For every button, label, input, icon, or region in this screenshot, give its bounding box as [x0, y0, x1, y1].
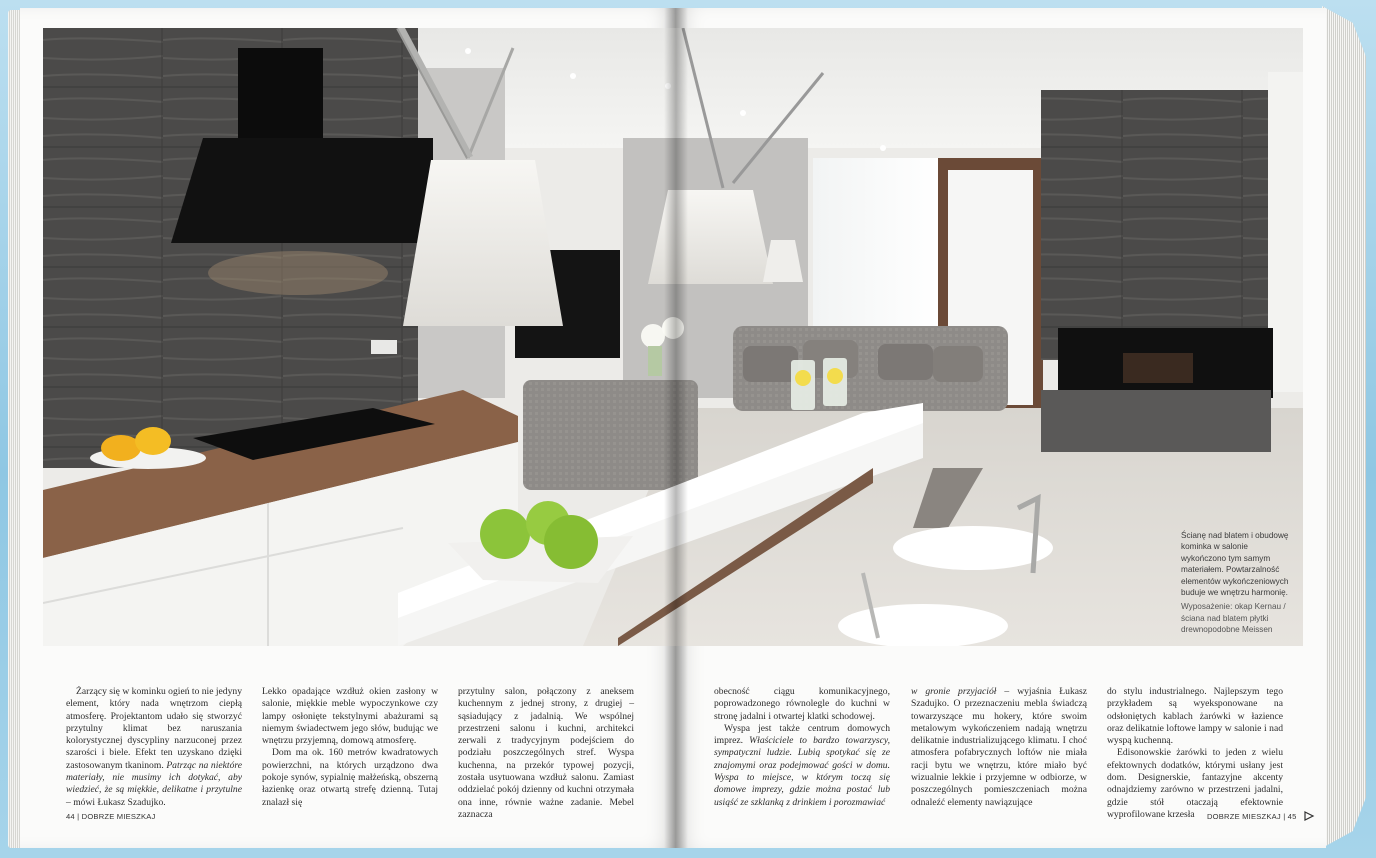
- body-text: Dom ma ok. 160 metrów kwadratowych powierzchni, na których urządzono dwa pokoje synów, sypialnię małżeńską, obszerną łazienkę oraz otwartą strefę dzienną. Tutaj znalazł się: [262, 747, 438, 808]
- quote-text: Patrząc na niektóre materiały, nie musimy ich dotykać, aby wiedzieć, że są miękkie, delikatne i przytulne: [66, 759, 243, 796]
- paragraph: [1107, 686, 1283, 747]
- paragraph: [1107, 747, 1283, 821]
- paragraph: [66, 686, 242, 809]
- paragraph: [911, 686, 1087, 809]
- body-text: – wyjaśnia Łukasz Szadujko. O przeznaczeniu mebla świadczą towarzyszące mu hokery, które swoim metalowym wykończeniem nadają wnętrzu delikatnie industrializującego klimatu. I choć atmosfera pofabrycznych loftów nie miała racji bytu we wnętrzu, które miało być wizualnie lekkie i przyjemne w odbiorze, w poszczególnych pomieszczeniach można odnaleźć elementy nawiązujące: [911, 686, 1087, 808]
- paragraph: [714, 723, 890, 809]
- right-column-1: [714, 686, 890, 809]
- left-column-3: [458, 686, 634, 821]
- caption-credits: Wyposażenie: okap Kernau / ściana nad blatem płytki drewnopodobne Meissen: [1181, 602, 1286, 635]
- body-text: – mówi Łukasz Szadujko.: [66, 796, 166, 808]
- photo-caption: [1181, 530, 1291, 636]
- caption-main-text: Ścianę nad blatem i obudowę kominka w salonie wykończono tym samym materiałem. Powtarzalność elementów wykończeniowych buduje we wnętrzu harmonię.: [1181, 531, 1289, 598]
- quote-text: Właściciele to bardzo towarzyscy, sympatyczni ludzie. Lubią spotykać się ze znajomymi oraz podejmować gości w domu. Wyspa to miejsce, w którym toczą się domowe imprezy, gdzie można postać lub usiąść ze szklanką z drinkiem i porozmawiać: [714, 735, 890, 808]
- page-stack-right: [1322, 6, 1366, 848]
- right-column-3: [1107, 686, 1283, 821]
- body-text: do stylu industrialnego. Najlepszym tego przykładem są wyeksponowane na odsłoniętych kablach żarówki w łazience oraz delikatnie loftowe lampy w salonie i nad wyspą kuchenną.: [1107, 686, 1283, 747]
- left-column-2: [262, 686, 438, 809]
- body-text: Żarzący się w kominku ogień to nie jedyny element, który nada wnętrzom ciepłą atmosferę. Projektantom udało się stworzyć przytulny klimat bez naruszania kolorystycznej dyscypliny narzuconej przez szarości i biele. Efekt ten uzyskano dzięki zastosowanym tkaninom.: [66, 686, 242, 771]
- kitchen-living-room-photo: [43, 28, 1303, 646]
- left-column-1: [66, 686, 242, 809]
- paragraph: [714, 686, 890, 723]
- body-text: Edisonowskie żarówki to jeden z wielu efektownych dodatków, którymi usłany jest dom. Designerskie, fantazyjne akcenty odnajdziemy zarówno w przestrzeni jadalni, gdzie stół otaczają efektownie wyprofilowane krzesła: [1107, 747, 1283, 820]
- right-page-footer: DOBRZE MIESZKAJ | 45: [1207, 812, 1297, 821]
- body-text: Lekko opadające wzdłuż okien zasłony w salonie, miękkie meble wypoczynkowe czy lampy osłonięte tekstylnymi abażurami są niemym świadectwem jego słów, budując we wnętrzu przyjemną, domową atmosferę.: [262, 686, 438, 747]
- quote-text: w gronie przyjaciół: [911, 686, 997, 697]
- paragraph: [262, 686, 438, 747]
- paragraph: [458, 686, 634, 821]
- photo-illustration: [43, 28, 1303, 646]
- body-text: przytulny salon, połączony z aneksem kuchennym z jednej strony, z drugiej – sąsiadujący z jadalnią. We wspólnej przestrzeni salonu i kuchni, architekci zerwali z tradycyjnym podejściem do podziału poszczególnych stref. Wyspa kuchenna, na przekór typowej pozycji, została usytuowana wzdłuż salonu. Zamiast oddzielać pokój dzienny od kuchni otrzymała ona inne, równie ważne zadanie. Mebel zaznacza: [458, 686, 634, 820]
- right-column-2: [911, 686, 1087, 809]
- body-text: Wyspa jest także centrum domowych imprez.: [714, 722, 890, 747]
- paragraph: [262, 747, 438, 808]
- left-page-footer: 44 | DOBRZE MIESZKAJ: [66, 812, 156, 821]
- body-text: obecność ciągu komunikacyjnego, poprowadzonego równolegle do kuchni w stronę jadalni i otwartej klatki schodowej.: [714, 686, 890, 722]
- play-triangle-icon[interactable]: [1303, 810, 1315, 822]
